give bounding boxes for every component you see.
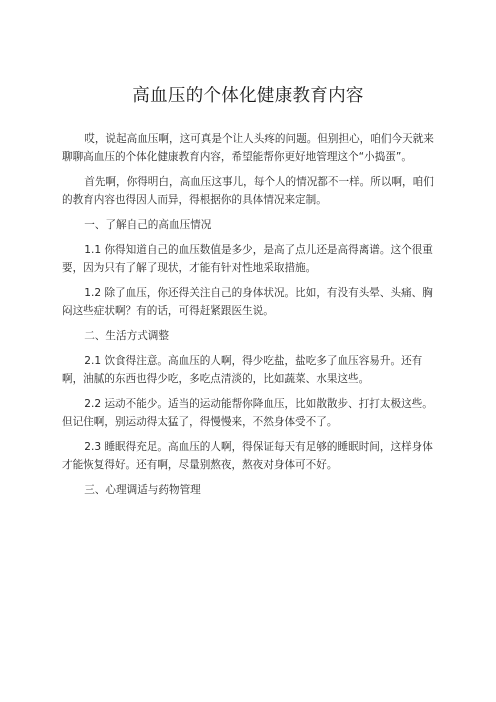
document-body [62,130,434,505]
paragraph-individual: 首先啊，你得明白，高血压这事儿，每个人的情况都不一样。所以啊，咱们的教育内容也得因人而异，得根据你的具体情况来定制。 [62,176,434,207]
section-heading-3: 三、心理调适与药物管理 [84,483,201,496]
paragraph-2-3: 2.3 睡眠得充足。高血压的人啊，得保证每天有足够的睡眠时间，这样身体才能恢复得好。还有啊，尽量别熬夜，熬夜对身体可不好。 [62,440,433,471]
paragraph-2-2: 2.2 运动不能少。适当的运动能帮你降血压，比如散散步、打打太极这些。但记住啊，别运动得太猛了，得慢慢来，不然身体受不了。 [62,397,433,428]
paragraph-2-1: 2.1 饮食得注意。高血压的人啊，得少吃盐，盐吃多了血压容易升。还有啊，油腻的东西也得少吃，多吃点清淡的，比如蔬菜、水果这些。 [62,354,423,385]
section-heading-1: 一、了解自己的高血压情况 [84,219,212,231]
paragraph-1-1: 1.1 你得知道自己的血压数值是多少，是高了点儿还是高得离谱。这个很重要，因为只有了解了现状，才能有针对性地采取措施。 [62,243,433,274]
document-title: 高血压的个体化健康教育内容 [132,86,364,106]
paragraph-intro: 哎，说起高血压啊，这可真是个让人头疼的问题。但别担心，咱们今天就来聊聊高血压的个体化健康教育内容，希望能帮你更好地管理这个“小捣蛋”。 [62,133,434,164]
paragraph-1-2: 1.2 除了血压，你还得关注自己的身体状况。比如，有没有头晕、头痛、胸闷这些症状啊？有的话，可得赶紧跟医生说。 [62,286,433,317]
section-heading-2: 二、生活方式调整 [84,329,169,342]
